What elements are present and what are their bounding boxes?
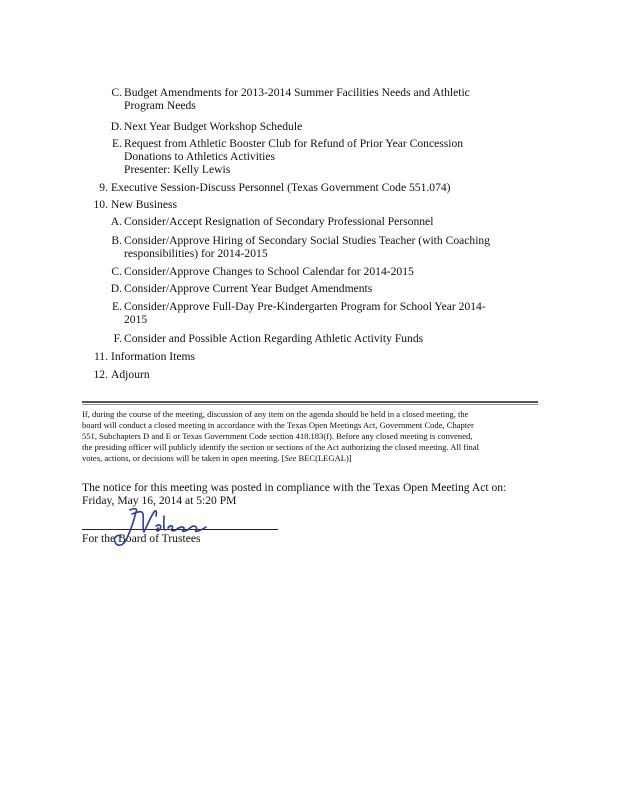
item-text (124, 265, 414, 278)
item-number: F. (113, 332, 122, 345)
item-text (111, 198, 177, 211)
posting-statement: The notice for this meeting was posted in compliance with the Texas Open Meeting Act on: (82, 481, 507, 494)
item-line: Next Year Budget Workshop Schedule (124, 120, 303, 133)
item-line: responsibilities) for 2014-2015 (124, 247, 268, 260)
item-line: New Business (111, 198, 178, 211)
notice-line: If, during the course of the meeting, discussion of any item on the agenda should be held in a closed meeting, the (82, 409, 469, 419)
item-line: 2015 (124, 313, 148, 326)
item-number: C. (111, 265, 122, 278)
item-number: 9. (99, 181, 108, 194)
item-text (124, 300, 486, 326)
item-text (124, 332, 423, 345)
item-text (124, 215, 433, 228)
item-line: Program Needs (124, 99, 196, 112)
handwritten-signature (112, 506, 212, 550)
section-divider (82, 401, 538, 403)
item-number: A. (110, 215, 122, 228)
item-text (124, 120, 302, 133)
item-line: Budget Amendments for 2013-2014 Summer Facilities Needs and Athletic (124, 86, 470, 99)
item-line: Consider and Possible Action Regarding Athletic Activity Funds (124, 332, 424, 345)
notice-line: board will conduct a closed meeting in accordance with the Texas Open Meetings Act, Government Code, Chapter (82, 420, 474, 431)
item-number: C. (111, 86, 122, 99)
item-text (124, 137, 463, 176)
item-line: Consider/Accept Resignation of Secondary Professional Personnel (124, 215, 434, 228)
item-text (111, 181, 451, 194)
item-line: Consider/Approve Changes to School Calendar for 2014-2015 (124, 265, 414, 278)
item-number: E. (112, 300, 122, 313)
closed-meeting-notice (82, 409, 542, 464)
item-line: Presenter: Kelly Lewis (124, 163, 231, 176)
item-line: Consider/Approve Hiring of Secondary Social Studies Teacher (with Coaching (124, 234, 491, 247)
posting-notice (82, 481, 552, 508)
notice-line: 551, Subchapters D and E or Texas Government Code section 418.183(f). Before any closed meeting is convened, (82, 431, 473, 442)
item-text (124, 86, 470, 112)
item-line: Information Items (111, 350, 196, 363)
item-text (111, 350, 195, 363)
notice-line: the presiding officer will publicly identify the section or sections of the Act authorizing the closed meeting. All final (82, 442, 479, 453)
item-number: 10. (93, 198, 108, 211)
item-line: Request from Athletic Booster Club for Refund of Prior Year Concession (124, 137, 464, 150)
item-number: D. (110, 120, 122, 133)
item-line: Consider/Approve Current Year Budget Amendments (124, 282, 373, 295)
item-line: Consider/Approve Full-Day Pre-Kindergarten Program for School Year 2014- (124, 300, 486, 313)
item-line: Donations to Athletics Activities (124, 150, 276, 163)
notice-see-italic: See (284, 453, 297, 464)
item-text (124, 234, 490, 260)
item-number: 11. (93, 350, 108, 363)
item-text (111, 368, 150, 381)
item-number: 12. (93, 368, 108, 381)
signature-label: For the Board of Trustees (82, 532, 201, 545)
posting-datetime: Friday, May 16, 2014 at 5:20 PM (82, 494, 237, 508)
item-text (124, 282, 372, 295)
item-number: D. (110, 282, 122, 295)
section-divider-thin (82, 404, 538, 405)
item-number: B. (111, 234, 122, 247)
notice-text: BEC(LEGAL)] (296, 453, 352, 464)
notice-line-last (82, 453, 542, 464)
item-number: E. (112, 137, 122, 150)
item-line: Executive Session-Discuss Personnel (Texas Government Code 551.074) (111, 181, 451, 194)
notice-text: votes, actions, or decisions will be taken in open meeting. [ (82, 453, 285, 464)
item-line: Adjourn (111, 368, 150, 381)
